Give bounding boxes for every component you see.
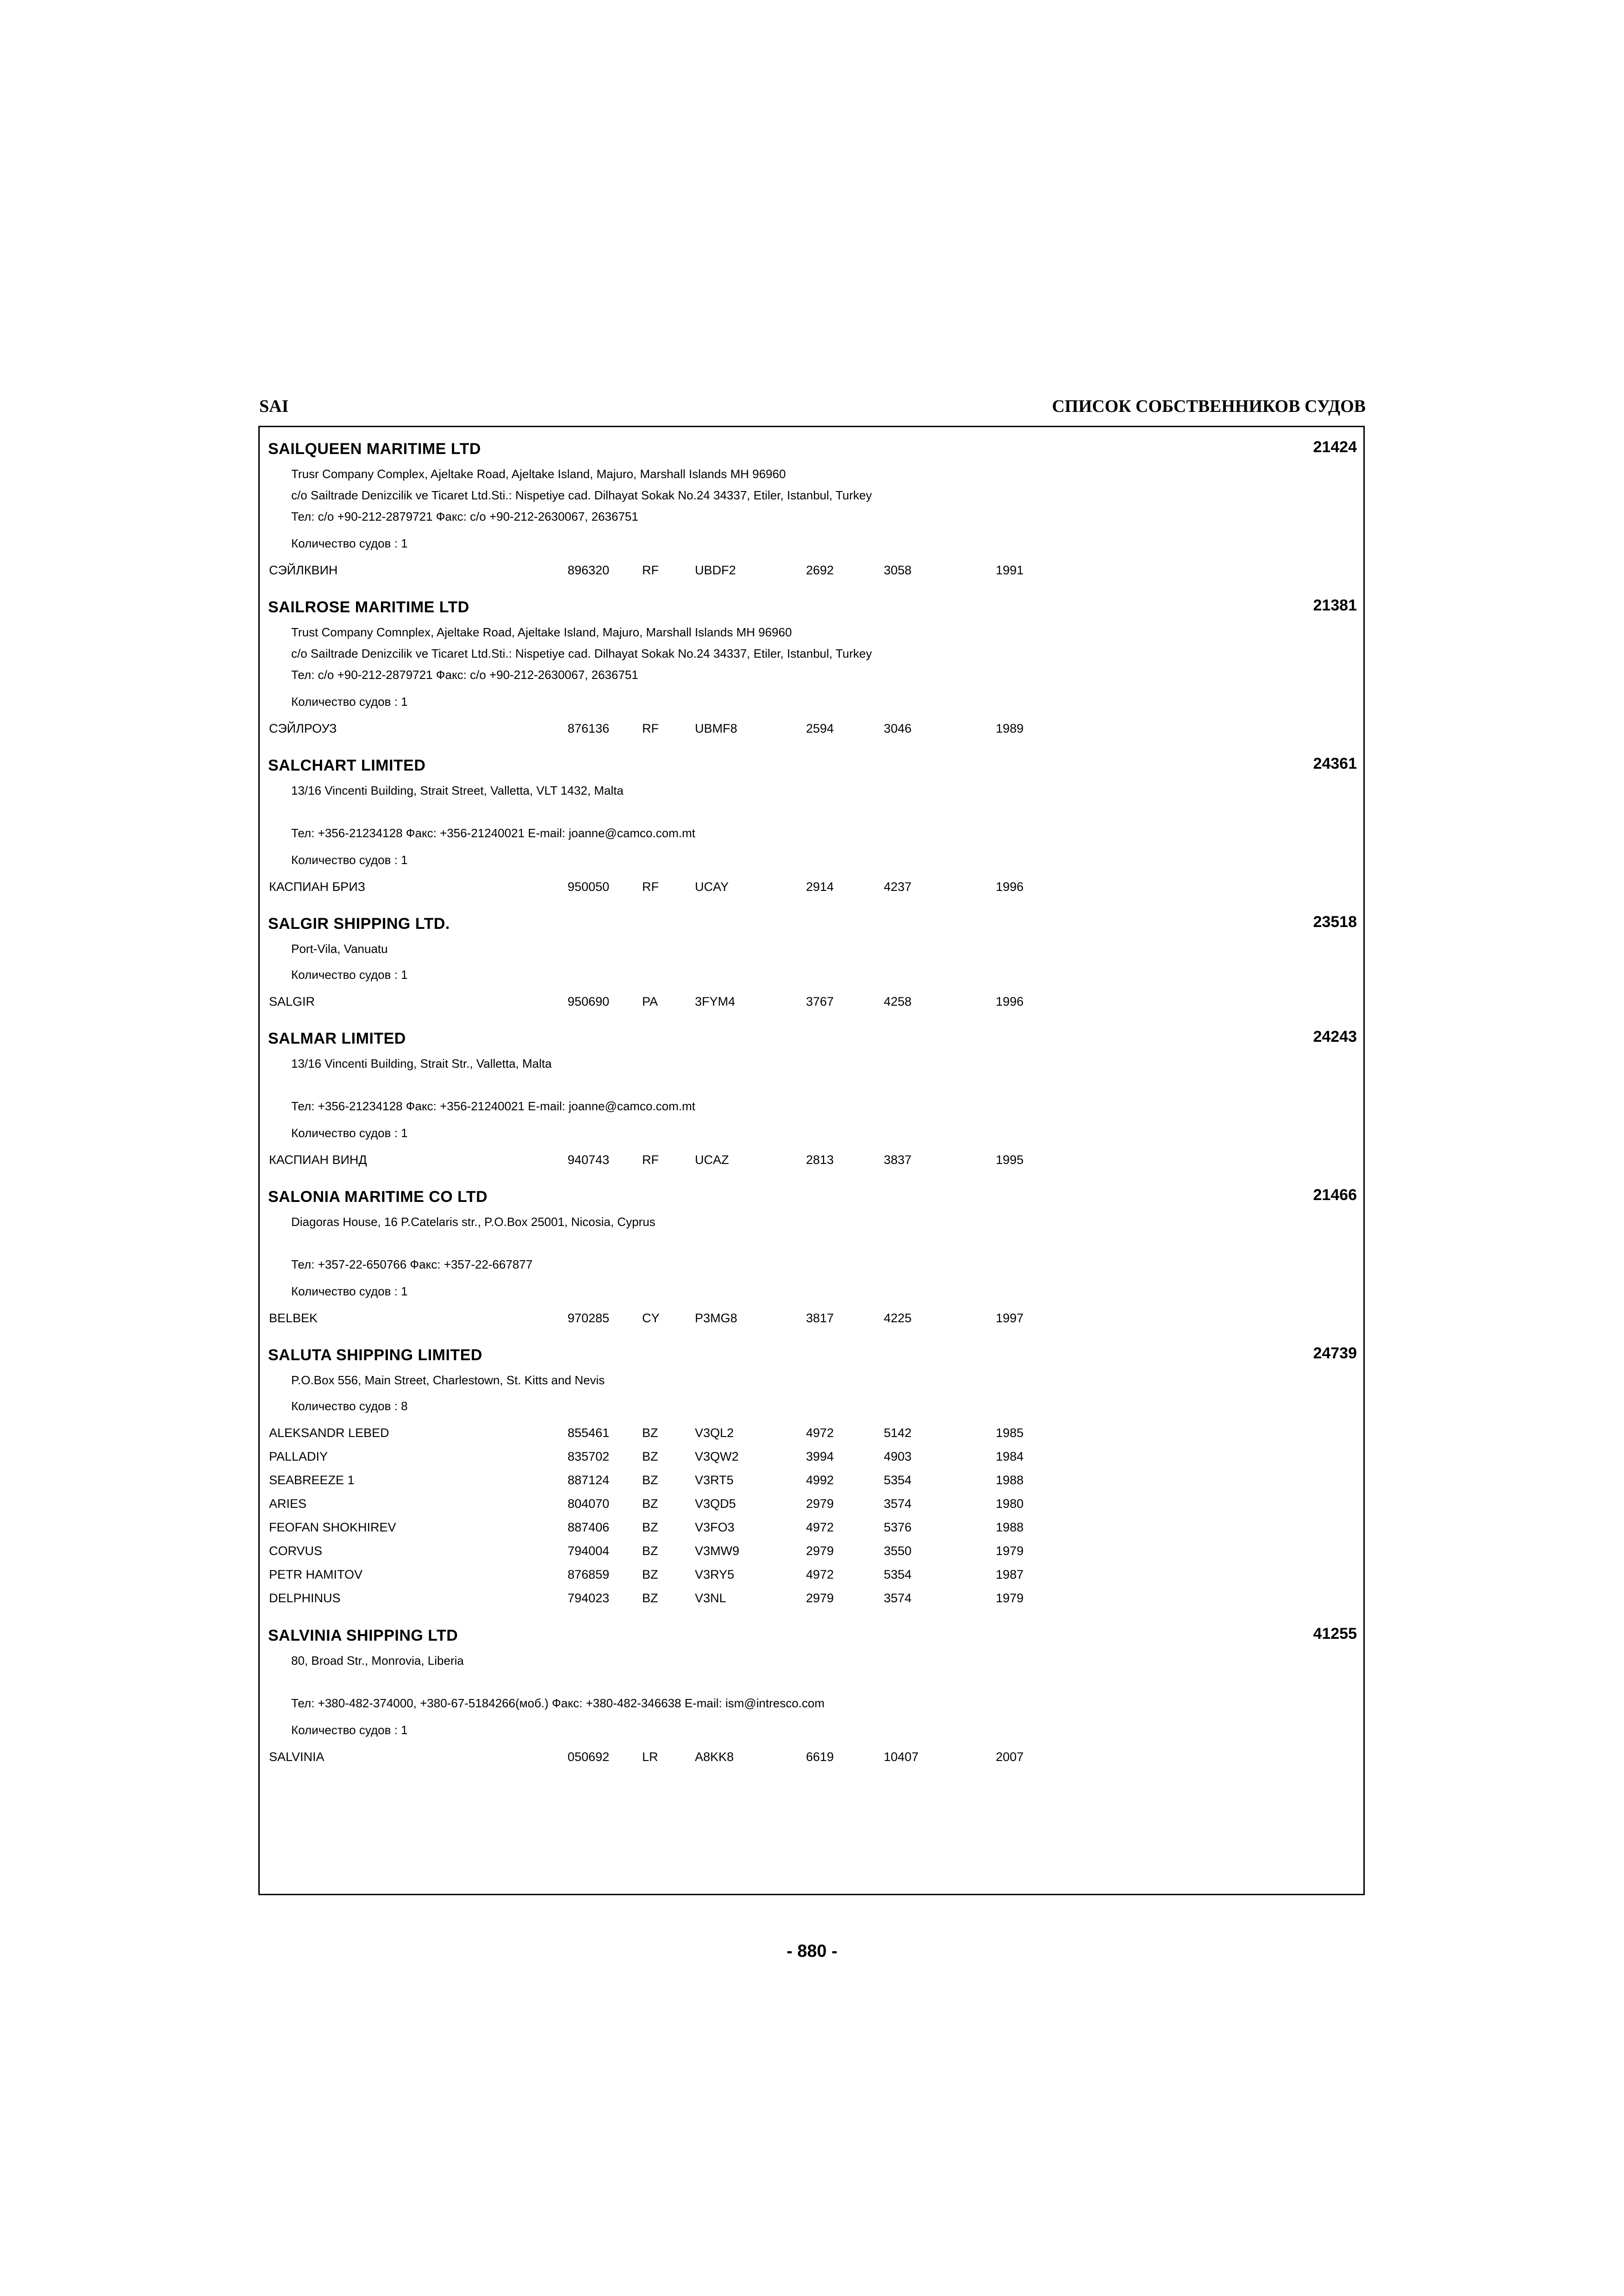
ship-flag: BZ — [642, 1497, 658, 1511]
address-line: Trusr Company Complex, Ajeltake Road, Ajeltake Island, Majuro, Marshall Islands MH 96960 — [291, 467, 786, 481]
ship-gross-tonnage: 4972 — [806, 1568, 834, 1581]
ship-deadweight: 5142 — [884, 1426, 912, 1440]
ship-callsign: A8KK8 — [695, 1750, 734, 1764]
ship-name: ARIES — [269, 1497, 307, 1511]
ship-flag: BZ — [642, 1568, 658, 1581]
ship-year: 2007 — [996, 1750, 1024, 1764]
ship-year: 1979 — [996, 1544, 1024, 1558]
company-name: SALONIA MARITIME CO LTD — [268, 1188, 488, 1206]
ship-year: 1988 — [996, 1473, 1024, 1487]
company-id: 23518 — [1313, 913, 1357, 931]
ship-callsign: UBDF2 — [695, 563, 736, 577]
address-line: Port-Vila, Vanuatu — [291, 942, 388, 956]
ship-name: DELPHINUS — [269, 1591, 341, 1605]
ship-number: 940743 — [568, 1153, 610, 1167]
ship-deadweight: 4237 — [884, 880, 912, 894]
ship-flag: CY — [642, 1311, 660, 1325]
ship-callsign: UCAY — [695, 880, 729, 894]
ship-year: 1984 — [996, 1450, 1024, 1463]
company-id: 21466 — [1313, 1186, 1357, 1204]
ship-number: 835702 — [568, 1450, 610, 1463]
ship-row — [260, 1153, 1363, 1169]
company-name: SALMAR LIMITED — [268, 1030, 406, 1047]
ship-callsign: V3QL2 — [695, 1426, 734, 1440]
ship-gross-tonnage: 2692 — [806, 563, 834, 577]
address-line: c/o Sailtrade Denizcilik ve Ticaret Ltd.Sti.: Nispetiye cad. Dilhayat Sokak No.24 34337, Etiler, Istanbul, Turkey — [291, 488, 872, 502]
ship-name: СЭЙЛКВИН — [269, 563, 338, 577]
page-number: - 880 - — [787, 1941, 837, 1961]
address-line: 80, Broad Str., Monrovia, Liberia — [291, 1654, 464, 1668]
company-name: SALVINIA SHIPPING LTD — [268, 1627, 458, 1644]
ship-number: 950050 — [568, 880, 610, 894]
ship-callsign: V3RT5 — [695, 1473, 734, 1487]
ship-row — [260, 995, 1363, 1010]
ship-row — [260, 1450, 1363, 1465]
ship-row — [260, 722, 1363, 737]
ship-flag: BZ — [642, 1426, 658, 1440]
ship-row — [260, 1473, 1363, 1489]
ship-number: 887124 — [568, 1473, 610, 1487]
company-name: SALUTA SHIPPING LIMITED — [268, 1346, 482, 1364]
ship-name: FEOFAN SHOKHIREV — [269, 1520, 396, 1534]
ship-row — [260, 1544, 1363, 1560]
ship-row — [260, 1568, 1363, 1583]
address-line: 13/16 Vincenti Building, Strait Street, Valletta, VLT 1432, Malta — [291, 784, 624, 797]
company-id: 21424 — [1313, 438, 1357, 456]
address-line: Trust Company Comnplex, Ajeltake Road, Ajeltake Island, Majuro, Marshall Islands MH 96960 — [291, 625, 792, 639]
company-id: 24361 — [1313, 755, 1357, 772]
contact-line: Тел: c/o +90-212-2879721 Факс: c/o +90-212-2630067, 2636751 — [291, 668, 638, 682]
ship-deadweight: 3058 — [884, 563, 912, 577]
ship-callsign: UBMF8 — [695, 722, 737, 735]
company-name: SALCHART LIMITED — [268, 757, 426, 774]
ship-callsign: V3RY5 — [695, 1568, 735, 1581]
section-code: SAI — [259, 397, 289, 416]
ship-flag: RF — [642, 563, 659, 577]
ship-name: CORVUS — [269, 1544, 323, 1558]
ship-flag: BZ — [642, 1544, 658, 1558]
ship-year: 1989 — [996, 722, 1024, 735]
ship-callsign: V3MW9 — [695, 1544, 740, 1558]
ship-gross-tonnage: 2914 — [806, 880, 834, 894]
ship-callsign: V3FO3 — [695, 1520, 735, 1534]
ship-name: ALEKSANDR LEBED — [269, 1426, 389, 1440]
ship-flag: RF — [642, 880, 659, 894]
ship-year: 1979 — [996, 1591, 1024, 1605]
page-title: СПИСОК СОБСТВЕННИКОВ СУДОВ — [1052, 397, 1366, 416]
ship-gross-tonnage: 2979 — [806, 1544, 834, 1558]
ship-number: 794004 — [568, 1544, 610, 1558]
ship-name: SEABREEZE 1 — [269, 1473, 355, 1487]
ship-callsign: UCAZ — [695, 1153, 729, 1167]
ship-number: 887406 — [568, 1520, 610, 1534]
company-id: 21381 — [1313, 597, 1357, 614]
ship-row — [260, 1591, 1363, 1607]
ship-year: 1996 — [996, 880, 1024, 894]
ship-deadweight: 5354 — [884, 1473, 912, 1487]
address-line: 13/16 Vincenti Building, Strait Str., Valletta, Malta — [291, 1057, 552, 1070]
ship-year: 1980 — [996, 1497, 1024, 1511]
ship-year: 1991 — [996, 563, 1024, 577]
ship-count: Количество судов : 1 — [291, 1723, 408, 1737]
ship-deadweight: 3046 — [884, 722, 912, 735]
ship-deadweight: 3550 — [884, 1544, 912, 1558]
ship-gross-tonnage: 2979 — [806, 1497, 834, 1511]
ship-deadweight: 4225 — [884, 1311, 912, 1325]
ship-row — [260, 1426, 1363, 1442]
ship-year: 1995 — [996, 1153, 1024, 1167]
ship-gross-tonnage: 3994 — [806, 1450, 834, 1463]
ship-deadweight: 5354 — [884, 1568, 912, 1581]
ship-flag: BZ — [642, 1520, 658, 1534]
company-name: SAILROSE MARITIME LTD — [268, 598, 469, 616]
ship-name: SALGIR — [269, 995, 315, 1008]
ship-gross-tonnage: 3767 — [806, 995, 834, 1008]
ship-gross-tonnage: 4992 — [806, 1473, 834, 1487]
ship-year: 1997 — [996, 1311, 1024, 1325]
ship-number: 794023 — [568, 1591, 610, 1605]
address-line: Diagoras House, 16 P.Catelaris str., P.O.Box 25001, Nicosia, Cyprus — [291, 1215, 656, 1229]
ship-name: BELBEK — [269, 1311, 318, 1325]
company-id: 41255 — [1313, 1625, 1357, 1643]
ship-year: 1996 — [996, 995, 1024, 1008]
ship-name: КАСПИАН ВИНД — [269, 1153, 367, 1167]
ship-name: PALLADIY — [269, 1450, 328, 1463]
ship-count: Количество судов : 1 — [291, 968, 408, 982]
address-line: P.O.Box 556, Main Street, Charlestown, St. Kitts and Nevis — [291, 1373, 605, 1387]
ship-deadweight: 5376 — [884, 1520, 912, 1534]
ship-count: Количество судов : 1 — [291, 1126, 408, 1140]
ship-row — [260, 563, 1363, 579]
ship-deadweight: 3574 — [884, 1497, 912, 1511]
ship-number: 970285 — [568, 1311, 610, 1325]
ship-gross-tonnage: 2979 — [806, 1591, 834, 1605]
ship-flag: RF — [642, 722, 659, 735]
ship-flag: RF — [642, 1153, 659, 1167]
ship-name: SALVINIA — [269, 1750, 325, 1764]
company-name: SAILQUEEN MARITIME LTD — [268, 440, 481, 458]
ship-row — [260, 1497, 1363, 1512]
company-id: 24739 — [1313, 1344, 1357, 1362]
ship-year: 1985 — [996, 1426, 1024, 1440]
ship-callsign: V3QW2 — [695, 1450, 739, 1463]
ship-callsign: V3QD5 — [695, 1497, 736, 1511]
ship-row — [260, 1750, 1363, 1766]
ship-count: Количество судов : 1 — [291, 695, 408, 709]
ship-number: 855461 — [568, 1426, 610, 1440]
ship-count: Количество судов : 1 — [291, 1284, 408, 1298]
ship-number: 876859 — [568, 1568, 610, 1581]
ship-count: Количество судов : 1 — [291, 536, 408, 550]
ship-row — [260, 880, 1363, 896]
ship-number: 876136 — [568, 722, 610, 735]
ship-deadweight: 10407 — [884, 1750, 919, 1764]
ship-gross-tonnage: 4972 — [806, 1426, 834, 1440]
ship-gross-tonnage: 2594 — [806, 722, 834, 735]
ship-name: PETR HAMITOV — [269, 1568, 363, 1581]
ship-number: 950690 — [568, 995, 610, 1008]
ship-callsign: 3FYM4 — [695, 995, 736, 1008]
ship-deadweight: 4903 — [884, 1450, 912, 1463]
contact-line: Тел: +380-482-374000, +380-67-5184266(моб.) Факс: +380-482-346638 E-mail: ism@intresco.com — [291, 1696, 825, 1710]
ship-number: 050692 — [568, 1750, 610, 1764]
ship-gross-tonnage: 6619 — [806, 1750, 834, 1764]
company-name: SALGIR SHIPPING LTD. — [268, 915, 450, 933]
ship-row — [260, 1311, 1363, 1327]
company-id: 24243 — [1313, 1028, 1357, 1045]
ship-callsign: P3MG8 — [695, 1311, 737, 1325]
ship-gross-tonnage: 4972 — [806, 1520, 834, 1534]
ship-gross-tonnage: 2813 — [806, 1153, 834, 1167]
ship-deadweight: 4258 — [884, 995, 912, 1008]
ship-name: СЭЙЛРОУЗ — [269, 722, 337, 735]
ship-flag: LR — [642, 1750, 658, 1764]
address-line: c/o Sailtrade Denizcilik ve Ticaret Ltd.Sti.: Nispetiye cad. Dilhayat Sokak No.24 34337, Etiler, Istanbul, Turkey — [291, 647, 872, 660]
registry-frame — [258, 426, 1365, 1895]
ship-deadweight: 3837 — [884, 1153, 912, 1167]
ship-name: КАСПИАН БРИЗ — [269, 880, 365, 894]
ship-number: 804070 — [568, 1497, 610, 1511]
contact-line: Тел: c/o +90-212-2879721 Факс: c/o +90-212-2630067, 2636751 — [291, 510, 638, 523]
ship-flag: BZ — [642, 1591, 658, 1605]
ship-gross-tonnage: 3817 — [806, 1311, 834, 1325]
ship-count: Количество судов : 8 — [291, 1399, 408, 1413]
ship-year: 1988 — [996, 1520, 1024, 1534]
ship-deadweight: 3574 — [884, 1591, 912, 1605]
ship-callsign: V3NL — [695, 1591, 726, 1605]
ship-number: 896320 — [568, 563, 610, 577]
contact-line: Тел: +356-21234128 Факс: +356-21240021 E-mail: joanne@camco.com.mt — [291, 1099, 695, 1113]
contact-line: Тел: +357-22-650766 Факс: +357-22-667877 — [291, 1257, 533, 1271]
ship-count: Количество судов : 1 — [291, 853, 408, 867]
ship-row — [260, 1520, 1363, 1536]
ship-flag: BZ — [642, 1473, 658, 1487]
ship-flag: PA — [642, 995, 658, 1008]
contact-line: Тел: +356-21234128 Факс: +356-21240021 E-mail: joanne@camco.com.mt — [291, 826, 695, 840]
ship-flag: BZ — [642, 1450, 658, 1463]
ship-year: 1987 — [996, 1568, 1024, 1581]
